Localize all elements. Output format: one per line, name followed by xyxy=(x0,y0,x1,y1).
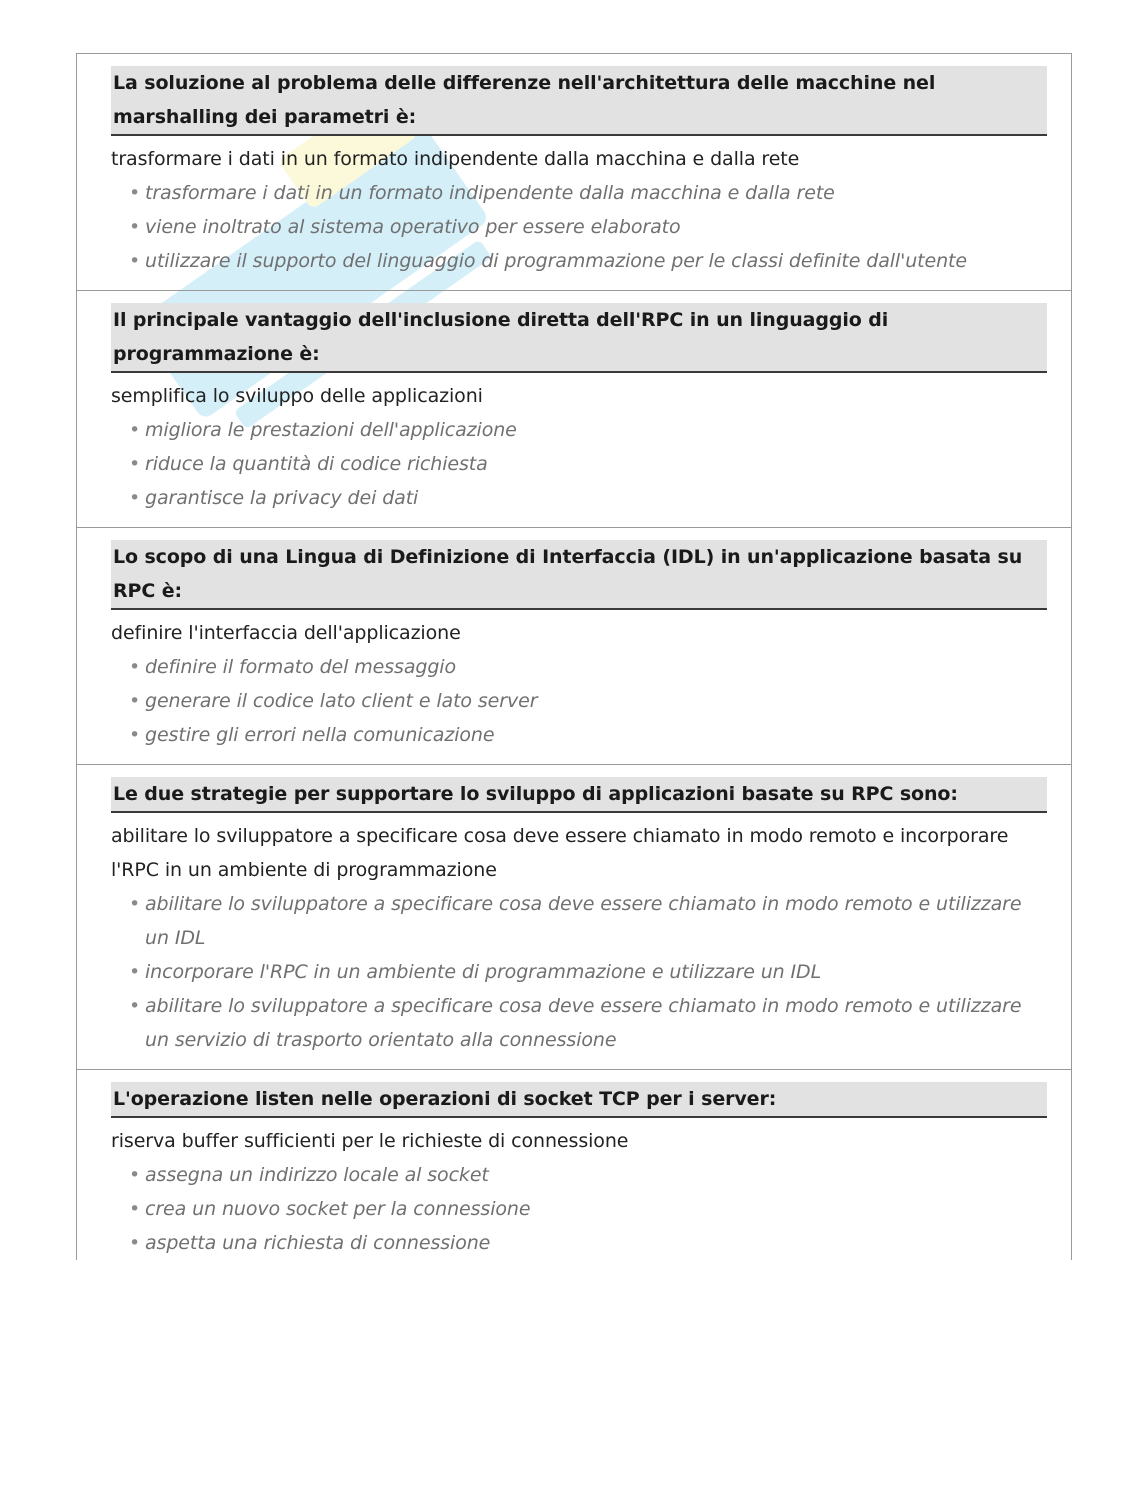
option-item: • viene inoltrato al sistema operativo per essere elaborato xyxy=(129,210,1047,244)
question-text: L'operazione listen nelle operazioni di socket TCP per i server: xyxy=(111,1082,1047,1118)
option-item: • garantisce la privacy dei dati xyxy=(129,481,1047,515)
options-list xyxy=(111,1158,1047,1260)
options-list xyxy=(111,650,1047,752)
option-item: • generare il codice lato client e lato server xyxy=(129,684,1047,718)
options-list xyxy=(111,887,1047,1057)
question-block xyxy=(77,528,1071,765)
options-list xyxy=(111,176,1047,278)
correct-answer: trasformare i dati in un formato indipendente dalla macchina e dalla rete xyxy=(111,148,800,170)
option-item: • gestire gli errori nella comunicazione xyxy=(129,718,1047,752)
correct-answer: semplifica lo sviluppo delle applicazioni xyxy=(111,385,483,407)
option-item: • utilizzare il supporto del linguaggio di programmazione per le classi definite dall'utente xyxy=(129,244,1047,278)
question-block xyxy=(77,54,1071,291)
option-item: • migliora le prestazioni dell'applicazione xyxy=(129,413,1047,447)
option-item: • aspetta una richiesta di connessione xyxy=(129,1226,1047,1260)
question-block xyxy=(77,291,1071,528)
question-text: Le due strategie per supportare lo sviluppo di applicazioni basate su RPC sono: xyxy=(111,777,1047,813)
option-item: • trasformare i dati in un formato indipendente dalla macchina e dalla rete xyxy=(129,176,1047,210)
question-block xyxy=(77,765,1071,1070)
option-item: • riduce la quantità di codice richiesta xyxy=(129,447,1047,481)
option-item: • crea un nuovo socket per la connessione xyxy=(129,1192,1047,1226)
option-item: • incorporare l'RPC in un ambiente di programmazione e utilizzare un IDL xyxy=(129,955,1047,989)
question-block xyxy=(77,1070,1071,1272)
question-text: Il principale vantaggio dell'inclusione diretta dell'RPC in un linguaggio di programmazione è: xyxy=(111,303,1047,373)
correct-answer: definire l'interfaccia dell'applicazione xyxy=(111,622,461,644)
options-list xyxy=(111,413,1047,515)
option-item: • definire il formato del messaggio xyxy=(129,650,1047,684)
option-item: • assegna un indirizzo locale al socket xyxy=(129,1158,1047,1192)
correct-answer: abilitare lo sviluppatore a specificare cosa deve essere chiamato in modo remoto e incorporare l'RPC in un ambiente di programmazione xyxy=(111,825,1009,881)
quiz-card xyxy=(76,53,1072,1260)
question-text: La soluzione al problema delle differenze nell'architettura delle macchine nel marshalling dei parametri è: xyxy=(111,66,1047,136)
correct-answer: riserva buffer sufficienti per le richieste di connessione xyxy=(111,1130,629,1152)
option-item: • abilitare lo sviluppatore a specificare cosa deve essere chiamato in modo remoto e utilizzare un IDL xyxy=(129,887,1047,955)
question-text: Lo scopo di una Lingua di Definizione di Interfaccia (IDL) in un'applicazione basata su RPC è: xyxy=(111,540,1047,610)
option-item: • abilitare lo sviluppatore a specificare cosa deve essere chiamato in modo remoto e utilizzare un servizio di trasporto orientato alla connessione xyxy=(129,989,1047,1057)
